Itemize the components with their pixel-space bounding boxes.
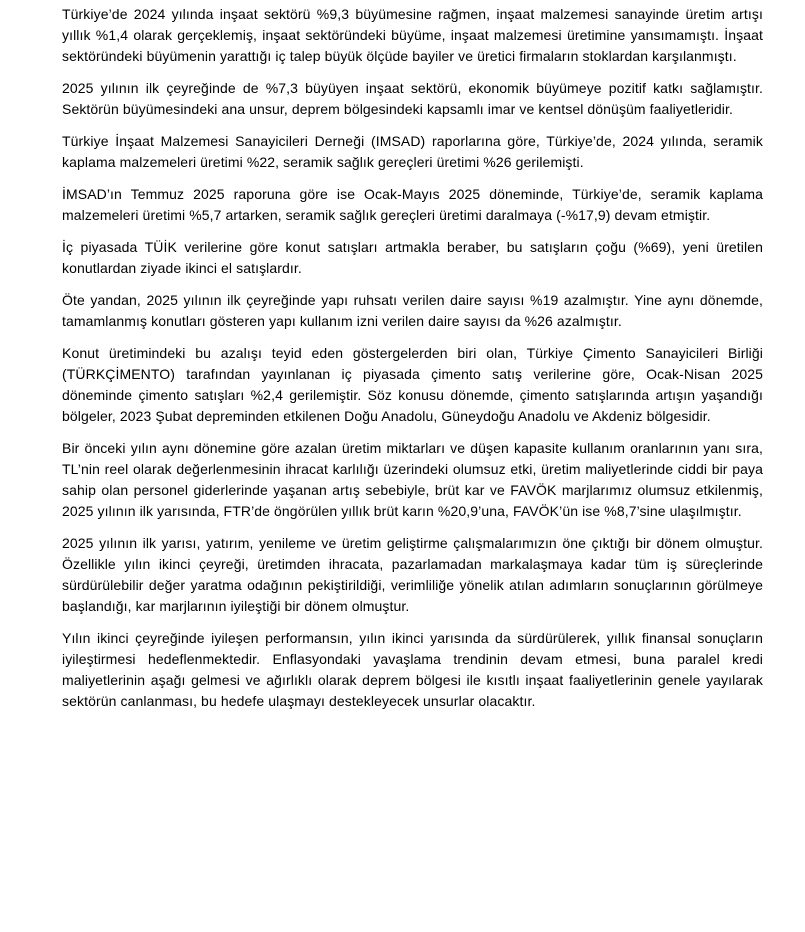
paragraph-turkcimento-cement: Konut üretimindeki bu azalışı teyid eden göstergelerden biri olan, Türkiye Çimento Sanayicileri Birliği (TÜRKÇİMENTO) tarafından yayınlanan iç piyasada çimento satış verilerine göre, Ocak-Nisan 2025 döneminde çimento satışları %2,4 gerilemiştir. Söz konusu dönemde, çimento satışlarında artışın yaşandığı bölgeler, 2023 Şubat depreminden etkilenen Doğu Anadolu, Güneydoğu Anadolu ve Akdeniz bölgesidir. bbox=[62, 345, 763, 424]
paragraph-tuik-housing-sales: İç piyasada TÜİK verilerine göre konut satışları artmakla beraber, bu satışların çoğu (%69), yeni üretilen konutlardan ziyade ikinci el satışlardır. bbox=[62, 239, 763, 276]
paragraph-h1-2025-investments: 2025 yılının ilk yarısı, yatırım, yenileme ve üretim geliştirme çalışmalarımızın öne çıktığı bir dönem olmuştur. Özellikle yılın ikinci çeyreği, üretimden ihracata, pazarlamadan markalaşmaya kadar tüm iş süreçlerinde sürdürülebilir değer yaratma odağının pekiştirildiği, verimliliğe yönelik atılan adımların sonuçlarının görülmeye başlandığı, kar marjlarının iyileştiği bir dönem olmuştur. bbox=[62, 535, 763, 614]
paragraph-imsad-july-2025: İMSAD’ın Temmuz 2025 raporuna göre ise Ocak-Mayıs 2025 döneminde, Türkiye’de, seramik kaplama malzemeleri üretimi %5,7 artarken, seramik sağlık gereçleri üretimi daralmaya (-%17,9) devam etmiştir. bbox=[62, 186, 763, 223]
paragraph-construction-2024: Türkiye’de 2024 yılında inşaat sektörü %9,3 büyümesine rağmen, inşaat malzemesi sanayinde üretim artışı yıllık %1,4 olarak gerçeklemiş, inşaat sektöründeki büyüme, inşaat malzemesi üretimine yansımamıştı. İnşaat sektöründeki büyümenin yarattığı iç talep büyük ölçüde bayiler ve üretici firmaların stoklardan karşılanmıştı. bbox=[62, 6, 763, 64]
paragraph-imsad-2024: Türkiye İnşaat Malzemesi Sanayicileri Derneği (IMSAD) raporlarına göre, Türkiye’de, 2024 yılında, seramik kaplama malzemeleri üretimi %22, seramik sağlık gereçleri üretimi %26 gerilemişti. bbox=[62, 133, 763, 170]
paragraph-h2-outlook: Yılın ikinci çeyreğinde iyileşen performansın, yılın ikinci yarısında da sürdürülerek, yıllık finansal sonuçların iyileştirmesi hedeflenmektedir. Enflasyondaki yavaşlama trendinin devam etmesi, buna paralel kredi maliyetlerinin aşağı gelmesi ve ağırlıklı olarak deprem bölgesi ile kısıtlı inşaat faaliyetlerinin genele yayılarak sektörün canlanması, bu hedefe ulaşmayı destekleyecek unsurlar olacaktır. bbox=[62, 630, 763, 709]
paragraph-margins-favok: Bir önceki yılın aynı dönemine göre azalan üretim miktarları ve düşen kapasite kullanım oranlarının yanı sıra, TL’nin reel olarak değerlenmesinin ihracat karlılığı üzerindeki olumsuz etki, üretim maliyetlerinde ciddi bir paya sahip olan personel giderlerinde yaşanan artış sebebiyle, brüt kar ve FAVÖK marjlarımız olumsuz etkilenmiş, 2025 yılının ilk yarısında, FTR’de öngörülen yıllık brüt karın %20,9’una, FAVÖK’ün ise %8,7’sine ulaşılmıştır. bbox=[62, 440, 763, 519]
paragraph-q1-2025-growth: 2025 yılının ilk çeyreğinde de %7,3 büyüyen inşaat sektörü, ekonomik büyümeye pozitif katkı sağlamıştır. Sektörün büyümesindeki ana unsur, deprem bölgesindeki kapsamlı imar ve kentsel dönüşüm faaliyetleridir. bbox=[62, 80, 763, 117]
paragraph-building-permits: Öte yandan, 2025 yılının ilk çeyreğinde yapı ruhsatı verilen daire sayısı %19 azalmıştır. Yine aynı dönemde, tamamlanmış konutları gösteren yapı kullanım izni verilen daire sayısı da %26 azalmıştır. bbox=[62, 292, 763, 329]
